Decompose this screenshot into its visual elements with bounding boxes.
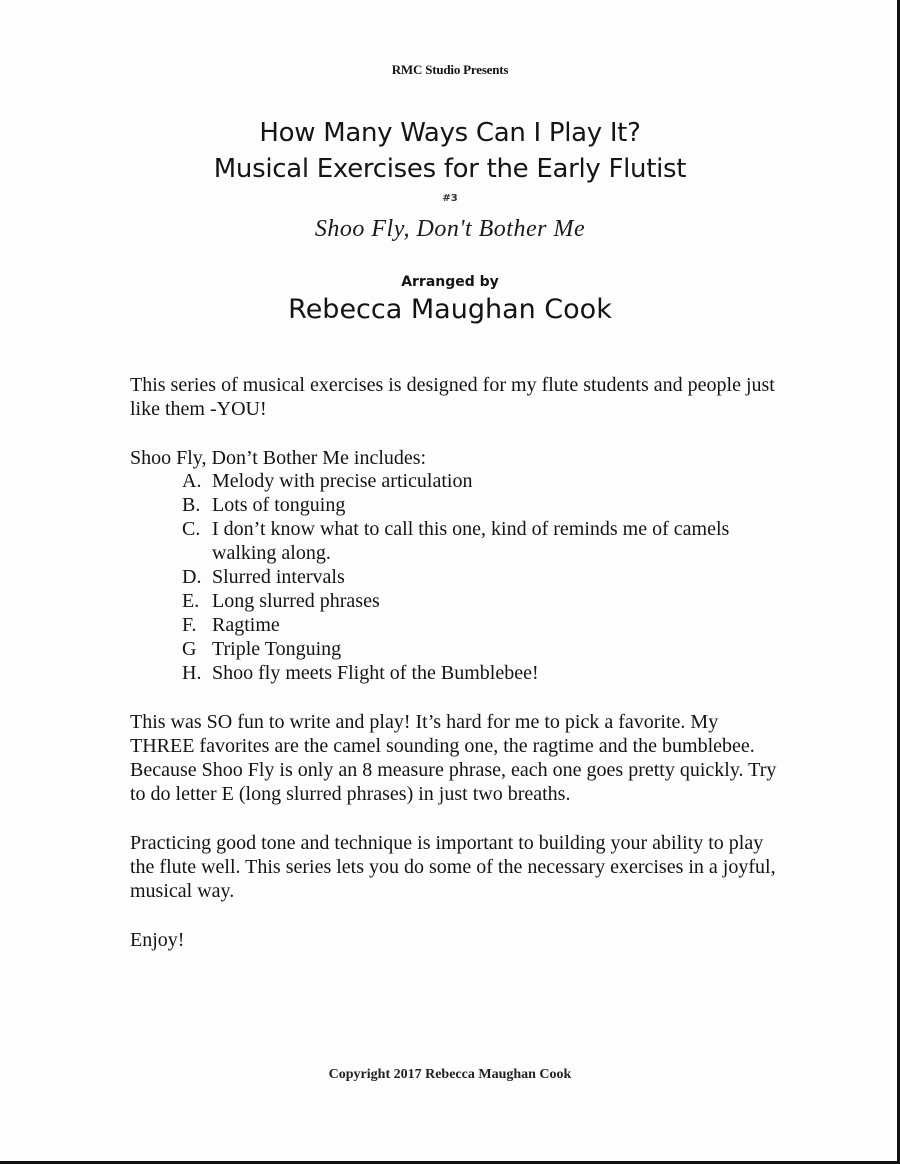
title-line-1: How Many Ways Can I Play It? xyxy=(259,118,641,148)
presenter-line: RMC Studio Presents xyxy=(391,62,509,77)
exercise-text: Triple Tonguing xyxy=(212,638,342,660)
exercise-letter: A. xyxy=(182,470,202,492)
list-item xyxy=(182,493,782,517)
exercise-letter: E. xyxy=(182,590,200,612)
arranger-name: Rebecca Maughan Cook xyxy=(288,294,612,325)
list-item xyxy=(182,565,782,589)
exercise-letter: G xyxy=(182,638,197,660)
includes-heading: Shoo Fly, Don’t Bother Me includes: xyxy=(130,447,427,469)
exercise-text: Ragtime xyxy=(212,614,280,636)
exercise-list xyxy=(182,469,782,685)
list-item xyxy=(182,589,782,613)
intro-paragraph: This series of musical exercises is designed for my flute students and people just like them -YOU! xyxy=(130,374,775,420)
exercise-letter: B. xyxy=(182,494,201,516)
practice-paragraph: Practicing good tone and technique is important to building your ability to play the flute well. This series lets you do some of the necessary exercises in a joyful, musical way. xyxy=(130,832,776,902)
copyright-notice: Copyright 2017 Rebecca Maughan Cook xyxy=(328,1067,572,1082)
list-item xyxy=(182,661,782,685)
favorites-paragraph: This was SO fun to write and play! It’s hard for me to pick a favorite. My THREE favorites are the camel sounding one, the ragtime and the bumblebee. Because Shoo Fly is only an 8 measure phrase, each one goes pretty quickly. Try to do letter E (long slurred phrases) in just two breaths. xyxy=(130,711,777,805)
exercise-letter: F. xyxy=(182,614,197,636)
list-item xyxy=(182,613,782,637)
arranged-by-label: Arranged by xyxy=(401,274,499,290)
list-item xyxy=(182,517,782,565)
song-title: Shoo Fly, Don't Bother Me xyxy=(314,216,586,242)
exercise-letter: D. xyxy=(182,566,202,588)
list-item xyxy=(182,469,782,493)
closing-line: Enjoy! xyxy=(130,929,185,951)
list-item xyxy=(182,637,782,661)
exercise-letter: H. xyxy=(182,662,202,684)
exercise-text: Slurred intervals xyxy=(212,566,345,588)
title-line-2: Musical Exercises for the Early Flutist xyxy=(213,154,687,184)
exercise-text: Shoo fly meets Flight of the Bumblebee! xyxy=(212,662,539,684)
exercise-text: I don’t know what to call this one, kind of reminds me of camels walking along. xyxy=(212,518,730,564)
exercise-letter: C. xyxy=(182,518,201,540)
exercise-text: Long slurred phrases xyxy=(212,590,380,612)
exercise-text: Lots of tonguing xyxy=(212,494,346,516)
volume-number: #3 xyxy=(442,193,458,204)
exercise-text: Melody with precise articulation xyxy=(212,470,473,492)
